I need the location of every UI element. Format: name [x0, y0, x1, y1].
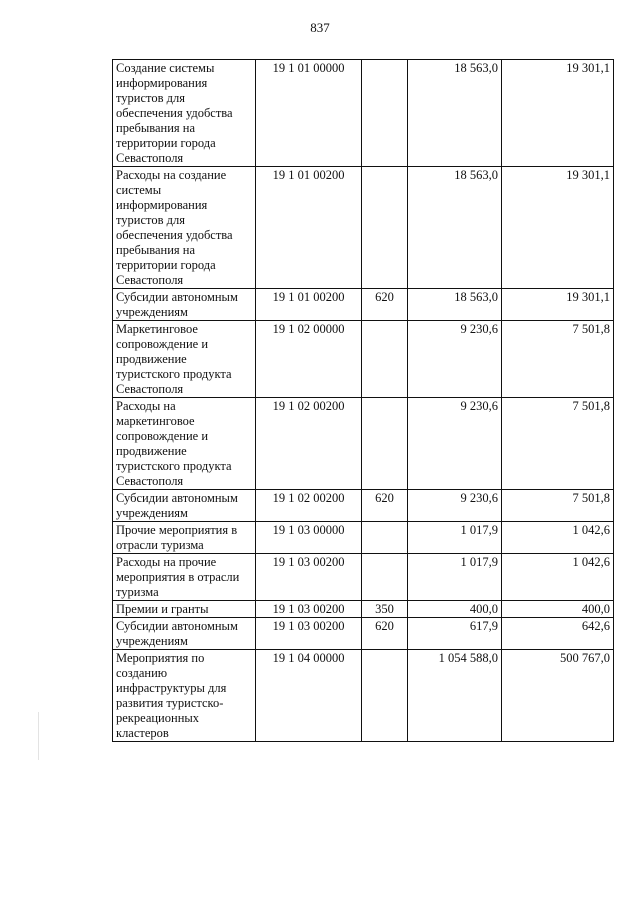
table-row [113, 60, 614, 167]
row-code-cell: 19 1 02 00200 [256, 490, 362, 522]
row-value-2-cell: 19 301,1 [502, 167, 614, 289]
table-row [113, 650, 614, 742]
row-value-1-cell: 1 054 588,0 [408, 650, 502, 742]
row-value-2-cell: 19 301,1 [502, 289, 614, 321]
row-value-1-cell: 9 230,6 [408, 490, 502, 522]
row-name-cell: Субсидии автономным учреждениям [113, 289, 256, 321]
page-number: 837 [310, 20, 330, 35]
row-name-cell: Расходы на маркетинговое сопровождение и продвижение туристского продукта Севастополя [113, 398, 256, 490]
row-name-cell: Субсидии автономным учреждениям [113, 618, 256, 650]
row-value-2-cell: 7 501,8 [502, 321, 614, 398]
row-name-cell: Субсидии автономным учреждениям [113, 490, 256, 522]
row-type-cell [362, 398, 408, 490]
table-row [113, 167, 614, 289]
row-value-1-cell: 617,9 [408, 618, 502, 650]
table-row [113, 398, 614, 490]
row-value-1-cell: 400,0 [408, 601, 502, 618]
row-type-cell [362, 321, 408, 398]
row-value-2-cell: 642,6 [502, 618, 614, 650]
row-value-1-cell: 18 563,0 [408, 60, 502, 167]
row-type-cell: 620 [362, 289, 408, 321]
row-type-cell: 350 [362, 601, 408, 618]
row-value-1-cell: 1 017,9 [408, 522, 502, 554]
row-type-cell: 620 [362, 618, 408, 650]
row-code-cell: 19 1 02 00200 [256, 398, 362, 490]
row-code-cell: 19 1 03 00200 [256, 601, 362, 618]
table-row [113, 601, 614, 618]
table-row [113, 321, 614, 398]
row-value-2-cell: 7 501,8 [502, 398, 614, 490]
row-type-cell [362, 554, 408, 601]
row-value-2-cell: 19 301,1 [502, 60, 614, 167]
row-name-cell: Создание системы информирования туристов для обеспечения удобства пребывания на территории города Севастополя [113, 60, 256, 167]
row-value-2-cell: 500 767,0 [502, 650, 614, 742]
row-code-cell: 19 1 01 00200 [256, 167, 362, 289]
table-row [113, 289, 614, 321]
row-code-cell: 19 1 03 00200 [256, 618, 362, 650]
row-code-cell: 19 1 01 00000 [256, 60, 362, 167]
budget-table [112, 59, 614, 742]
row-name-cell: Премии и гранты [113, 601, 256, 618]
budget-table-body [113, 60, 614, 742]
row-value-1-cell: 18 563,0 [408, 167, 502, 289]
row-value-1-cell: 9 230,6 [408, 398, 502, 490]
row-name-cell: Прочие мероприятия в отрасли туризма [113, 522, 256, 554]
row-type-cell [362, 167, 408, 289]
row-value-1-cell: 1 017,9 [408, 554, 502, 601]
scan-artifact [38, 712, 39, 760]
row-code-cell: 19 1 03 00000 [256, 522, 362, 554]
table-row [113, 490, 614, 522]
row-name-cell: Расходы на прочие мероприятия в отрасли туризма [113, 554, 256, 601]
row-name-cell: Расходы на создание системы информирования туристов для обеспечения удобства пребывания на территории города Севастополя [113, 167, 256, 289]
row-code-cell: 19 1 04 00000 [256, 650, 362, 742]
table-row [113, 618, 614, 650]
row-type-cell [362, 522, 408, 554]
row-code-cell: 19 1 01 00200 [256, 289, 362, 321]
row-type-cell [362, 60, 408, 167]
row-value-2-cell: 400,0 [502, 601, 614, 618]
row-name-cell: Маркетинговое сопровождение и продвижение туристского продукта Севастополя [113, 321, 256, 398]
row-name-cell: Мероприятия по созданию инфраструктуры для развития туристско-рекреационных кластеров [113, 650, 256, 742]
row-code-cell: 19 1 02 00000 [256, 321, 362, 398]
table-row [113, 554, 614, 601]
row-value-1-cell: 18 563,0 [408, 289, 502, 321]
row-value-2-cell: 1 042,6 [502, 522, 614, 554]
row-type-cell [362, 650, 408, 742]
table-row [113, 522, 614, 554]
row-value-1-cell: 9 230,6 [408, 321, 502, 398]
row-type-cell: 620 [362, 490, 408, 522]
row-value-2-cell: 7 501,8 [502, 490, 614, 522]
row-code-cell: 19 1 03 00200 [256, 554, 362, 601]
row-value-2-cell: 1 042,6 [502, 554, 614, 601]
